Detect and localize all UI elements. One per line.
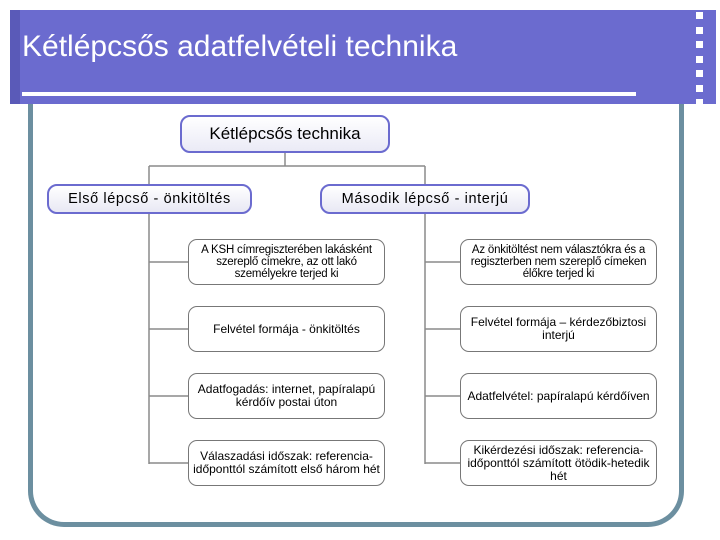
right-item-1: Az önkitöltést nem választókra és a regiszterben nem szereplő címeken élőkre terjed ki [460,239,657,285]
right-item-4: Kikérdezési időszak: referencia-időponttól számított ötödik-hetedik hét [460,440,657,486]
left-item-1: A KSH címregiszterében lakásként szereplő címekre, az ott lakó személyekre terjed ki [188,239,385,285]
right-item-3: Adatfelvétel: papíralapú kérdőíven [460,373,657,419]
left-item-2: Felvétel formája - önkitöltés [188,306,385,352]
left-item-3: Adatfogadás: internet, papíralapú kérdőív postai úton [188,373,385,419]
left-item-4: Válaszadási időszak: referencia-időponttól számított első három hét [188,440,385,486]
right-head-node: Második lépcső - interjú [320,184,530,214]
root-node: Kétlépcsős technika [180,115,390,153]
page-title: Kétlépcsős adatfelvételi technika [22,30,458,63]
left-head-node: Első lépcső - önkitöltés [47,184,252,214]
right-item-2: Felvétel formája – kérdezőbiztosi interjú [460,306,657,352]
